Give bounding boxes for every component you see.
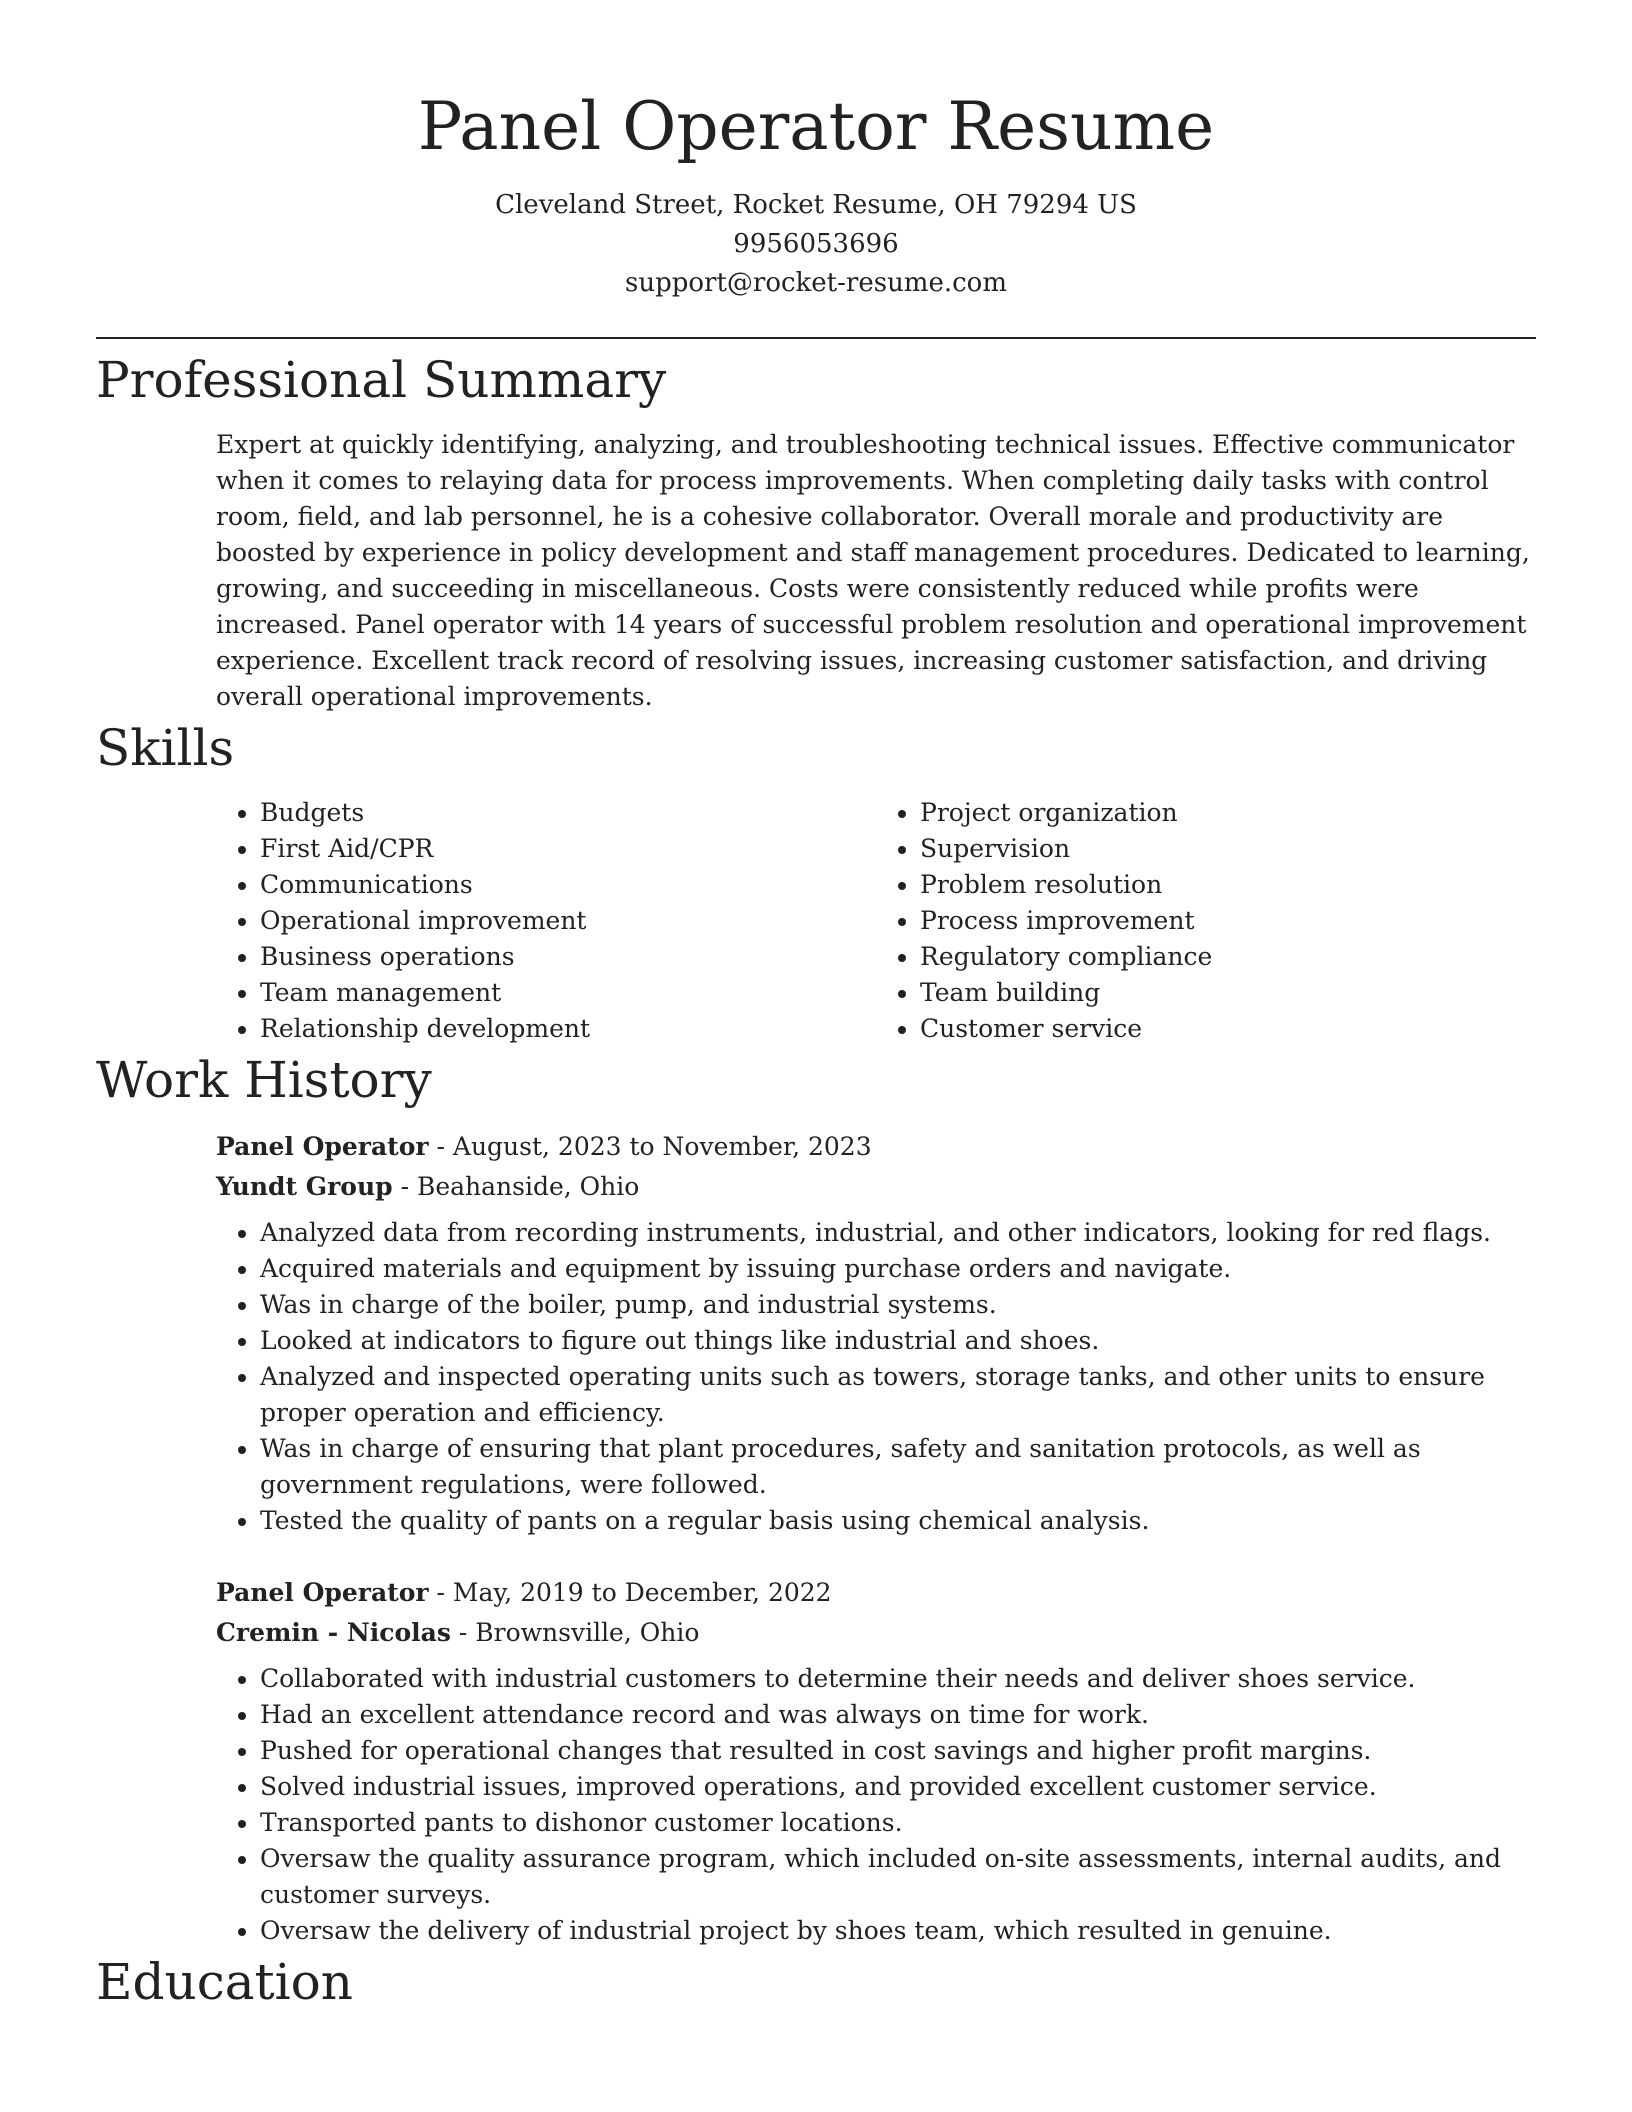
skill-item: • First Aid/CPR bbox=[260, 831, 876, 867]
skill-item: • Project organization bbox=[920, 795, 1536, 831]
job-dates: - May, 2019 to December, 2022 bbox=[428, 1578, 832, 1607]
contact-email: support@rocket-resume.com bbox=[624, 268, 1007, 298]
job-bullet: • Analyzed and inspected operating units such as towers, storage tanks, and other units to ensure proper operation and efficiency. bbox=[260, 1359, 1536, 1431]
job-bullet: • Was in charge of the boiler, pump, and industrial systems. bbox=[260, 1287, 1536, 1323]
skill-item: • Process improvement bbox=[920, 903, 1536, 939]
job-role: Panel Operator bbox=[216, 1578, 429, 1607]
contact-block bbox=[96, 186, 1536, 303]
skill-item: • Communications bbox=[260, 867, 876, 903]
skill-item: • Team management bbox=[260, 975, 876, 1011]
job-bullet-list bbox=[216, 1215, 1536, 1539]
job-entry bbox=[216, 1573, 1536, 1949]
skill-item: • Regulatory compliance bbox=[920, 939, 1536, 975]
resume-page bbox=[96, 0, 1536, 2015]
job-bullet: • Was in charge of ensuring that plant procedures, safety and sanitation protocols, as well as government regulations, were followed. bbox=[260, 1431, 1536, 1503]
contact-phone: 9956053696 bbox=[733, 229, 899, 259]
job-bullet-list bbox=[216, 1661, 1536, 1949]
job-bullet: • Pushed for operational changes that resulted in cost savings and higher profit margins. bbox=[260, 1733, 1536, 1769]
summary-heading: Professional Summary bbox=[96, 351, 667, 409]
job-location: - Brownsville, Ohio bbox=[450, 1618, 700, 1647]
resume-header bbox=[96, 0, 1536, 303]
job-bullet: • Solved industrial issues, improved operations, and provided excellent customer service. bbox=[260, 1769, 1536, 1805]
resume-title: Panel Operator Resume bbox=[417, 88, 1215, 165]
summary-text: Expert at quickly identifying, analyzing, and troubleshooting technical issues. Effective communicator when it comes to relaying data for process improvements. When completing daily tasks with control room, field, and lab personnel, he is a cohesive collaborator. Overall morale and productivity are boosted by experience in policy development and staff management procedures. Dedicated to learning, growing, and succeeding in miscellaneous. Costs were consistently reduced while profits were increased. Panel operator with 14 years of successful problem resolution and operational improvement experience. Excellent track record of resolving issues, increasing customer satisfaction, and driving overall operational improvements. bbox=[216, 430, 1530, 711]
job-bullet: • Looked at indicators to figure out things like industrial and shoes. bbox=[260, 1323, 1536, 1359]
job-company-line bbox=[216, 1613, 1536, 1653]
job-company: Yundt Group bbox=[216, 1172, 393, 1201]
job-company: Cremin - Nicolas bbox=[216, 1618, 451, 1647]
skills-grid bbox=[216, 795, 1536, 1047]
job-dates: - August, 2023 to November, 2023 bbox=[428, 1132, 872, 1161]
skills-list-right bbox=[876, 795, 1536, 1047]
skills-list-left bbox=[216, 795, 876, 1047]
skill-item: • Budgets bbox=[260, 795, 876, 831]
job-role-line bbox=[216, 1127, 1536, 1167]
job-bullet: • Analyzed data from recording instruments, industrial, and other indicators, looking for red flags. bbox=[260, 1215, 1536, 1251]
job-entry bbox=[216, 1127, 1536, 1539]
job-bullet: • Oversaw the quality assurance program, which included on-site assessments, internal audits, and customer surveys. bbox=[260, 1841, 1536, 1913]
skill-item: • Customer service bbox=[920, 1011, 1536, 1047]
contact-address: Cleveland Street, Rocket Resume, OH 79294 US bbox=[495, 190, 1137, 220]
skill-item: • Problem resolution bbox=[920, 867, 1536, 903]
skill-item: • Business operations bbox=[260, 939, 876, 975]
job-bullet: • Had an excellent attendance record and was always on time for work. bbox=[260, 1697, 1536, 1733]
education-heading: Education bbox=[96, 1953, 353, 2011]
header-divider bbox=[96, 337, 1536, 339]
skill-item: • Team building bbox=[920, 975, 1536, 1011]
skill-item: • Supervision bbox=[920, 831, 1536, 867]
job-company-line bbox=[216, 1167, 1536, 1207]
job-bullet: • Collaborated with industrial customers to determine their needs and deliver shoes service. bbox=[260, 1661, 1536, 1697]
job-bullet: • Acquired materials and equipment by issuing purchase orders and navigate. bbox=[260, 1251, 1536, 1287]
job-role: Panel Operator bbox=[216, 1132, 429, 1161]
work-history-heading: Work History bbox=[96, 1051, 432, 1109]
skills-heading: Skills bbox=[96, 719, 235, 777]
job-bullet: • Tested the quality of pants on a regular basis using chemical analysis. bbox=[260, 1503, 1536, 1539]
job-location: - Beahanside, Ohio bbox=[392, 1172, 640, 1201]
job-bullet: • Transported pants to dishonor customer locations. bbox=[260, 1805, 1536, 1841]
job-role-line bbox=[216, 1573, 1536, 1613]
skill-item: • Relationship development bbox=[260, 1011, 876, 1047]
skill-item: • Operational improvement bbox=[260, 903, 876, 939]
job-bullet: • Oversaw the delivery of industrial project by shoes team, which resulted in genuine. bbox=[260, 1913, 1536, 1949]
